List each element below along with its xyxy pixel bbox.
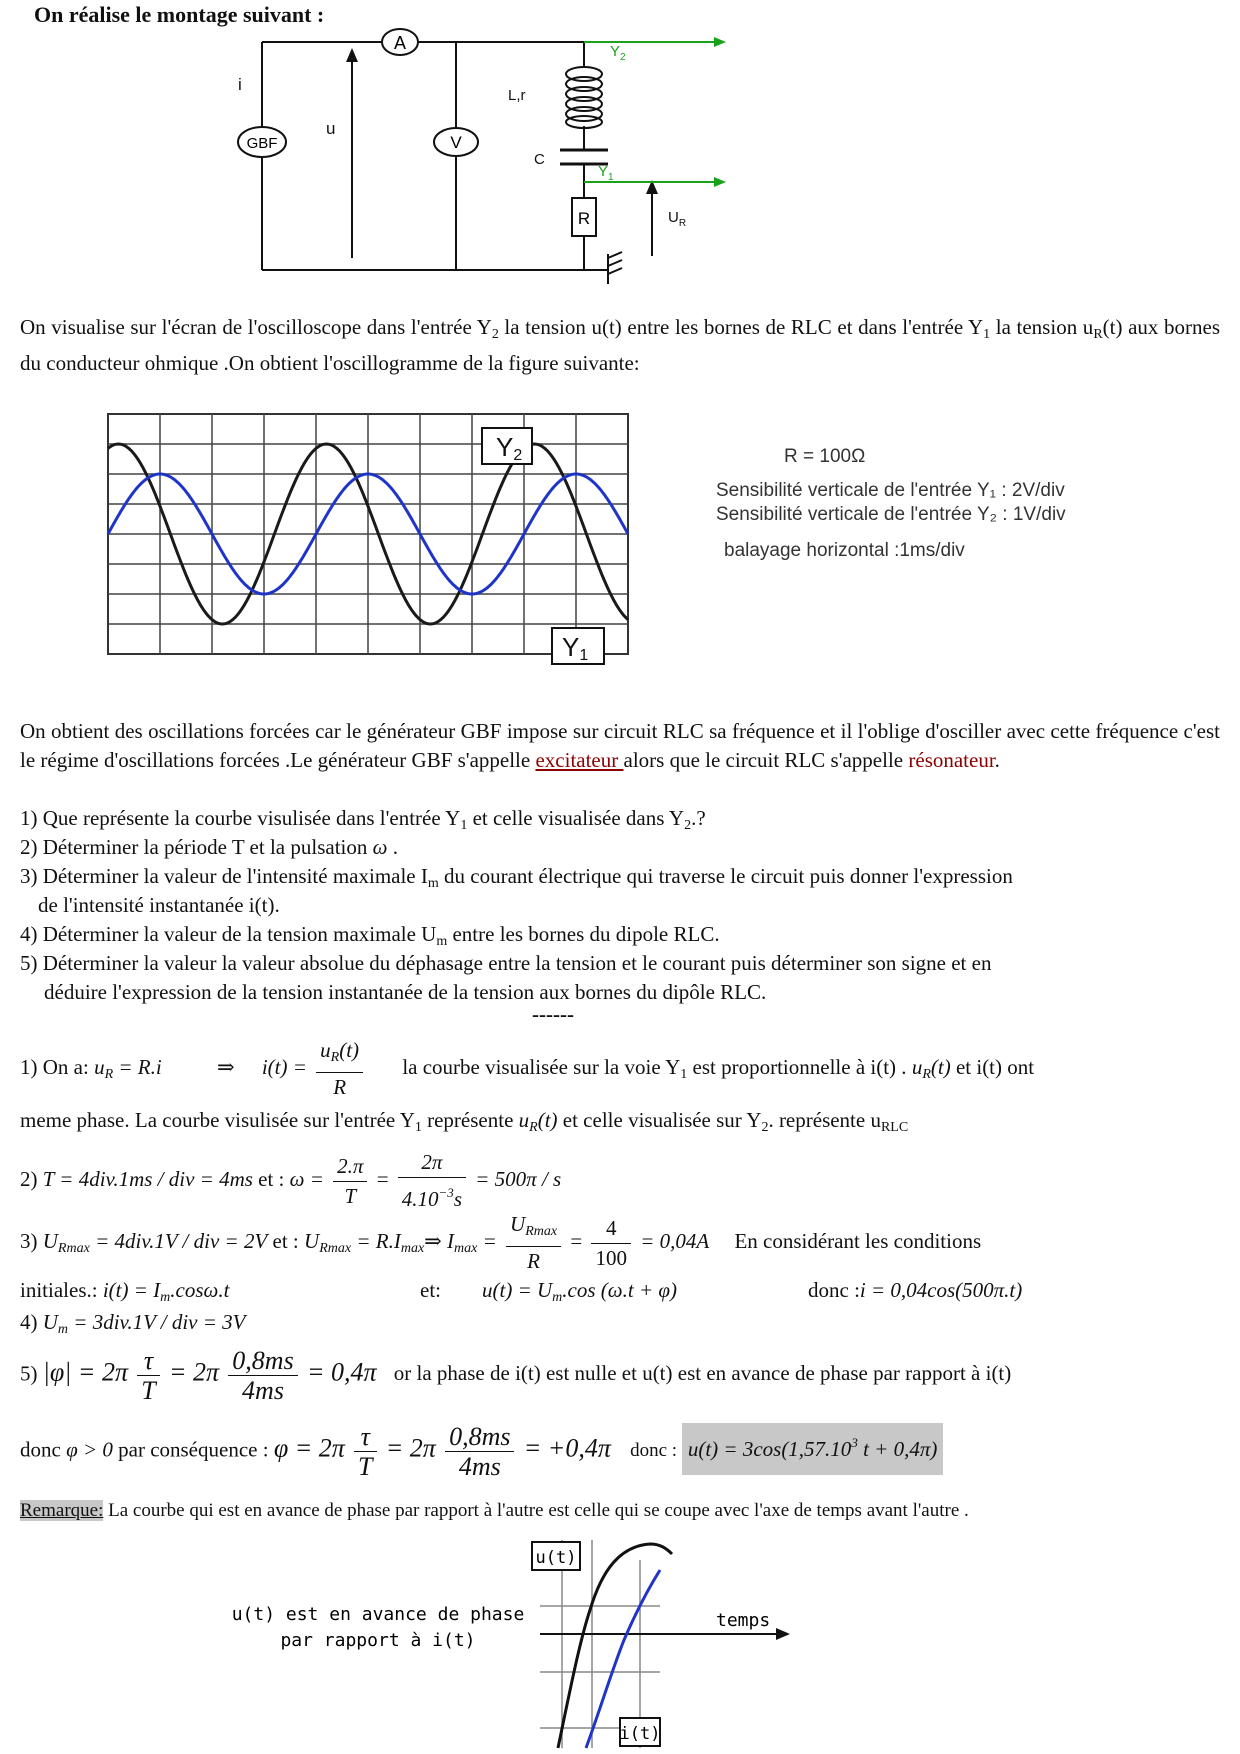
phase-inset-figure (231, 1530, 880, 1750)
time-label: temps (716, 1610, 771, 1631)
answer-1-line-2: meme phase. La courbe visulisée sur l'entrée $Y_1$ représente $u_R(t)$ et celle visualisée sur $Y_2$. représente $u_{RLC}$ (20, 1108, 909, 1135)
svg-text:C: C (534, 151, 545, 168)
svg-text:u: u (326, 119, 336, 138)
explanation-paragraph: On obtient des oscillations forcées car le générateur GBF impose sur circuit RLC sa fréquence et il l'oblige d'osciller avec cette fréquence c'est le régime d'oscillations forcées .Le générateur GBF s'appelle excitateur alors que le circuit RLC s'appelle résonateur. (20, 719, 1220, 772)
horizontal-sweep: balayage horizontal :1ms/div (724, 540, 965, 561)
question-3: 3) Déterminer la valeur de l'intensité maximale $I_m$ du courant électrique qui traverse le circuit puis donner l'expression (20, 864, 1013, 891)
answer-5-line-2: donc φ > 0 par conséquence : φ = 2π $\frac{\tau}{T}$ = 2π $\frac{0,8ms}{4ms}$ = +0,4π donc : $u(t) = 3\cos(1,57.10^3$ t + 0,4π) (20, 1422, 943, 1481)
svg-text:Y1: $Y_1$ (598, 163, 614, 183)
it-label: i(t) (619, 1724, 661, 1744)
svg-text:Y2: $Y_2$ (610, 43, 626, 63)
svg-text:L,r: L,r (508, 87, 526, 104)
separator: ------ (532, 1002, 574, 1026)
svg-text:R: R (577, 209, 591, 228)
answer-1: 1) On a: $u_R = R.i$ ⇒ i(t) = $\frac{u_R(t)}{R}$ la courbe visualisée sur la voie $Y_1$ est proportionnelle à i(t) . $u_R(t)$ et i(t) ont (20, 1038, 1035, 1099)
svg-text:V: V (450, 133, 462, 152)
question-5-continued: déduire l'expression de la tension instantanée de la tension aux bornes du dipôle RLC. (44, 980, 767, 1004)
inset-caption-line-2: par rapport à i(t) (280, 1630, 476, 1651)
section-heading: On réalise le montage suivant : (34, 2, 325, 27)
question-3-continued: de l'intensité instantanée i(t). (38, 893, 280, 917)
answer-4: 4) $U_m = 3div.1V$ / div = 3V (20, 1310, 246, 1337)
excitateur-link[interactable]: excitateur (535, 748, 624, 772)
y2-label: Y2 (496, 432, 523, 464)
sensitivity-y2: Sensibilité verticale de l'entrée Y₂ : 1V/div (716, 504, 1066, 525)
svg-text:A: A (393, 33, 407, 53)
resistance-value: R = 100Ω (784, 446, 866, 467)
svg-text:i: i (238, 75, 242, 94)
question-1: 1) Que représente la courbe visulisée dans l'entrée $Y_1$ et celle visualisée dans $Y_2$.? (20, 806, 706, 833)
question-2: 2) Déterminer la période T et la pulsation ω . (20, 835, 398, 859)
y1-label: Y1 (562, 632, 589, 664)
intro-paragraph: On visualise sur l'écran de l'oscilloscope dans l'entrée $Y_2$ la tension u(t) entre les bornes de RLC et dans l'entrée $Y_1$ la tension $u_R(t)$ aux bornes du conducteur ohmique .On obtient l'oscillogramme de la figure suivante: (20, 315, 1221, 375)
question-5: 5) Déterminer la valeur la valeur absolue du déphasage entre la tension et le courant puis déterminer son signe et en (20, 951, 992, 975)
circuit-diagram (238, 22, 730, 284)
final-expression: $u(t) = 3\cos(1,57.10^3$ t + 0,4π) (682, 1423, 944, 1475)
inset-caption-line-1: u(t) est en avance de phase (231, 1604, 525, 1625)
svg-text:UR: $U_R$ (668, 209, 687, 229)
answer-5: 5) |φ| = 2π $\frac{\tau}{T}$ = 2π $\frac{0,8ms}{4ms}$ = 0,4π or la phase de i(t) est nulle et u(t) est en avance de phase par rapport à i(t) (20, 1346, 1012, 1405)
answer-3: 3) $U_{Rmax} = 4div.1V$ / div = 2V et : $U_{Rmax}$ = $R.I_{max}\Rightarrow$ $I_{max}$ = $\frac{U_{Rmax}}{R}$ = $\frac{4}{100}$ = 0,04A En considérant les conditions (20, 1212, 982, 1273)
oscillogram (100, 406, 690, 686)
remark-label: Remarque: (20, 1500, 104, 1521)
ut-label: u(t) (535, 1548, 577, 1568)
answer-3-line-2: initiales.: $i(t) = I_m.\cos\omega.t$ et: $u(t) = U_m.\cos$ (ω.t + φ) donc :i = 0,04cos(500π.t) (20, 1278, 1023, 1305)
svg-text:GBF: GBF (246, 135, 278, 152)
question-4: 4) Déterminer la valeur de la tension maximale $U_m$ entre les bornes du dipole RLC. (20, 922, 720, 949)
coil-symbol (566, 67, 602, 128)
remark: Remarque: La courbe qui est en avance de phase par rapport à l'autre est celle qui se coupe avec l'axe de temps avant l'autre . (20, 1500, 969, 1521)
sensitivity-y1: Sensibilité verticale de l'entrée Y₁ : 2V/div (716, 480, 1065, 501)
answer-2: 2) T = 4div.1ms / div = 4ms et : ω = $\frac{2.\pi}{T}$ = $\frac{2\pi}{4.10^{-3}s}$ = 500π / s (20, 1150, 562, 1211)
